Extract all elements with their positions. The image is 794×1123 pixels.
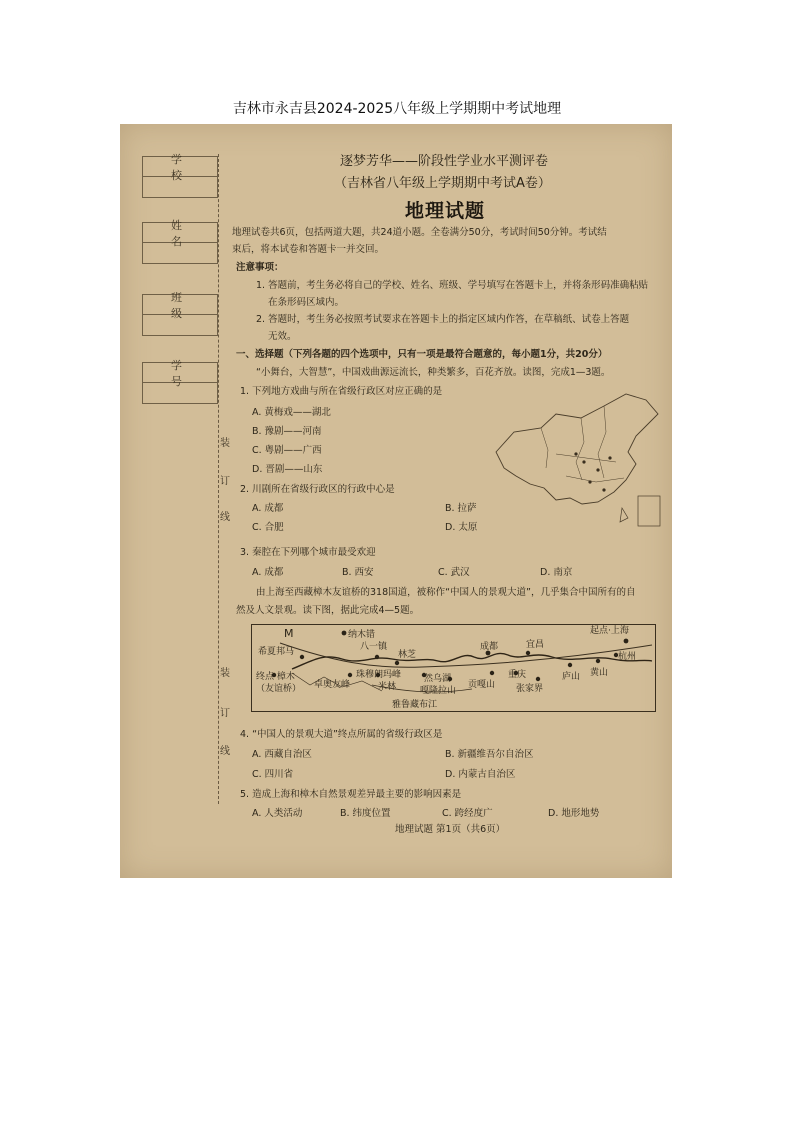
question-4: 4. “中国人的景观大道”终点所属的省级行政区是 — [240, 729, 443, 740]
intro-line1: 地理试卷共6页，包括两道大题，共24道小题。全卷满分50分，考试时间50分钟。考试结 — [232, 227, 607, 238]
q2-option-d: D. 太原 — [445, 522, 478, 533]
label-huangshan: 黄山 — [590, 668, 609, 678]
label-friendship-bridge: （友谊桥） — [256, 684, 302, 694]
q5-option-c: C. 跨经度广 — [442, 808, 493, 819]
student-id-field — [142, 358, 218, 404]
label-zhuoao: 卓奥友峰 — [314, 680, 351, 690]
note-2: 2. 答题时，考生务必按照考试要求在答题卡上的指定区域内作答，在草稿纸、试卷上答题 — [256, 314, 630, 325]
section-heading: 一、选择题（下列各题的四个选项中，只有一项是最符合题意的，每小题1分，共20分） — [236, 349, 608, 360]
q1-option-c: C. 粤剧——广西 — [252, 445, 322, 456]
label-linzhi: 林芝 — [398, 650, 417, 660]
binding-char: 装 — [220, 438, 230, 449]
label-bayizhen: 八一镇 — [360, 642, 388, 652]
label-chongqing: 重庆 — [508, 670, 527, 680]
question-5: 5. 造成上海和樟木自然景观差异最主要的影响因素是 — [240, 789, 462, 800]
q2-option-b: B. 拉萨 — [445, 503, 477, 514]
name-label: 姓名 — [143, 223, 217, 243]
exam-series-title: 逐梦芳华——阶段性学业水平测评卷 — [340, 154, 549, 169]
binding-char: 线 — [220, 512, 230, 523]
label-gongga: 贡嘎山 — [468, 680, 496, 690]
q5-option-b: B. 纬度位置 — [340, 808, 391, 819]
label-yaluzangbu: 雅鲁藏布江 — [392, 700, 438, 710]
q4-option-c: C. 四川省 — [252, 769, 294, 780]
question-3: 3. 秦腔在下列哪个城市最受欢迎 — [240, 547, 376, 558]
q4-option-d: D. 内蒙古自治区 — [445, 769, 516, 780]
q1-option-a: A. 黄梅戏——湖北 — [252, 407, 331, 418]
label-lushan: 庐山 — [562, 672, 581, 682]
north-mark: M — [284, 627, 294, 640]
note-1: 1. 答题前，考生务必将自己的学校、姓名、班级、学号填写在答题卡上，并将条形码准确粘贴 — [256, 280, 649, 291]
label-gaxingla: 嘎隆拉山 — [420, 686, 457, 696]
class-label: 班级 — [143, 295, 217, 315]
label-zhangjiajie: 张家界 — [516, 684, 544, 694]
exam-subtitle: （吉林省八年级上学期期中考试A卷） — [334, 176, 551, 191]
label-namucuo: 纳木错 — [348, 630, 376, 640]
q2-option-a: A. 成都 — [252, 503, 284, 514]
page-footer: 地理试题 第1页（共6页） — [395, 824, 506, 835]
q2-option-c: C. 合肥 — [252, 522, 284, 533]
q5-option-a: A. 人类活动 — [252, 808, 303, 819]
label-start-shanghai: 起点·上海 — [590, 626, 629, 636]
label-chengdu: 成都 — [480, 642, 499, 652]
name-field — [142, 218, 218, 264]
q3-option-c: C. 武汉 — [438, 567, 470, 578]
school-label: 学校 — [143, 157, 217, 177]
label-milin: 米林 — [378, 682, 397, 692]
label-yichang: 宜昌 — [526, 640, 545, 650]
notes-heading: 注意事项： — [236, 262, 284, 273]
question-2: 2. 川剧所在省级行政区的行政中心是 — [240, 484, 395, 495]
binding-char: 订 — [220, 708, 230, 719]
passage-2: 由上海至西藏樟木友谊桥的318国道，被称作“中国人的景观大道”，几乎集合中国所有的自 — [256, 587, 636, 598]
q3-option-d: D. 南京 — [540, 567, 573, 578]
document-title: 吉林市永吉县2024-2025八年级上学期期中考试地理 — [232, 101, 562, 117]
label-end-zhangmu: 终点·樟木 — [256, 672, 295, 682]
label-xixiabangma: 希夏邦马 — [258, 647, 295, 657]
q4-option-b: B. 新疆维吾尔自治区 — [445, 749, 534, 760]
label-zhumulangma: 珠穆朗玛峰 — [356, 670, 402, 680]
q3-option-a: A. 成都 — [252, 567, 284, 578]
class-field — [142, 290, 218, 336]
q1-option-b: B. 豫剧——河南 — [252, 426, 322, 437]
school-field — [142, 152, 218, 198]
question-1: 1. 下列地方戏曲与所在省级行政区对应正确的是 — [240, 386, 443, 397]
passage-1: “小舞台，大智慧”，中国戏曲源远流长，种类繁多，百花齐放。读图，完成1—3题。 — [256, 367, 611, 378]
q3-option-b: B. 西安 — [342, 567, 374, 578]
label-hangzhou: 杭州 — [618, 652, 637, 662]
china-map — [486, 392, 664, 532]
exam-paper-photo — [120, 124, 672, 878]
intro-line2: 束后，将本试卷和答题卡一并交回。 — [232, 244, 385, 255]
binding-char: 订 — [220, 476, 230, 487]
binding-char: 线 — [220, 746, 230, 757]
passage-2-cont: 然及人文景观。读下图，据此完成4—5题。 — [236, 605, 420, 616]
route-318-map — [251, 624, 656, 712]
q5-option-d: D. 地形地势 — [548, 808, 600, 819]
note-1-cont: 在条形码区域内。 — [268, 297, 345, 308]
note-2-cont: 无效。 — [268, 331, 297, 342]
label-ranwuhu: 然乌湖 — [424, 674, 452, 684]
q1-option-d: D. 晋剧——山东 — [252, 464, 323, 475]
student-id-label: 学号 — [143, 363, 217, 383]
binding-char: 装 — [220, 668, 230, 679]
binding-line — [218, 154, 219, 804]
subject-title: 地理试题 — [405, 200, 486, 222]
q4-option-a: A. 西藏自治区 — [252, 749, 312, 760]
